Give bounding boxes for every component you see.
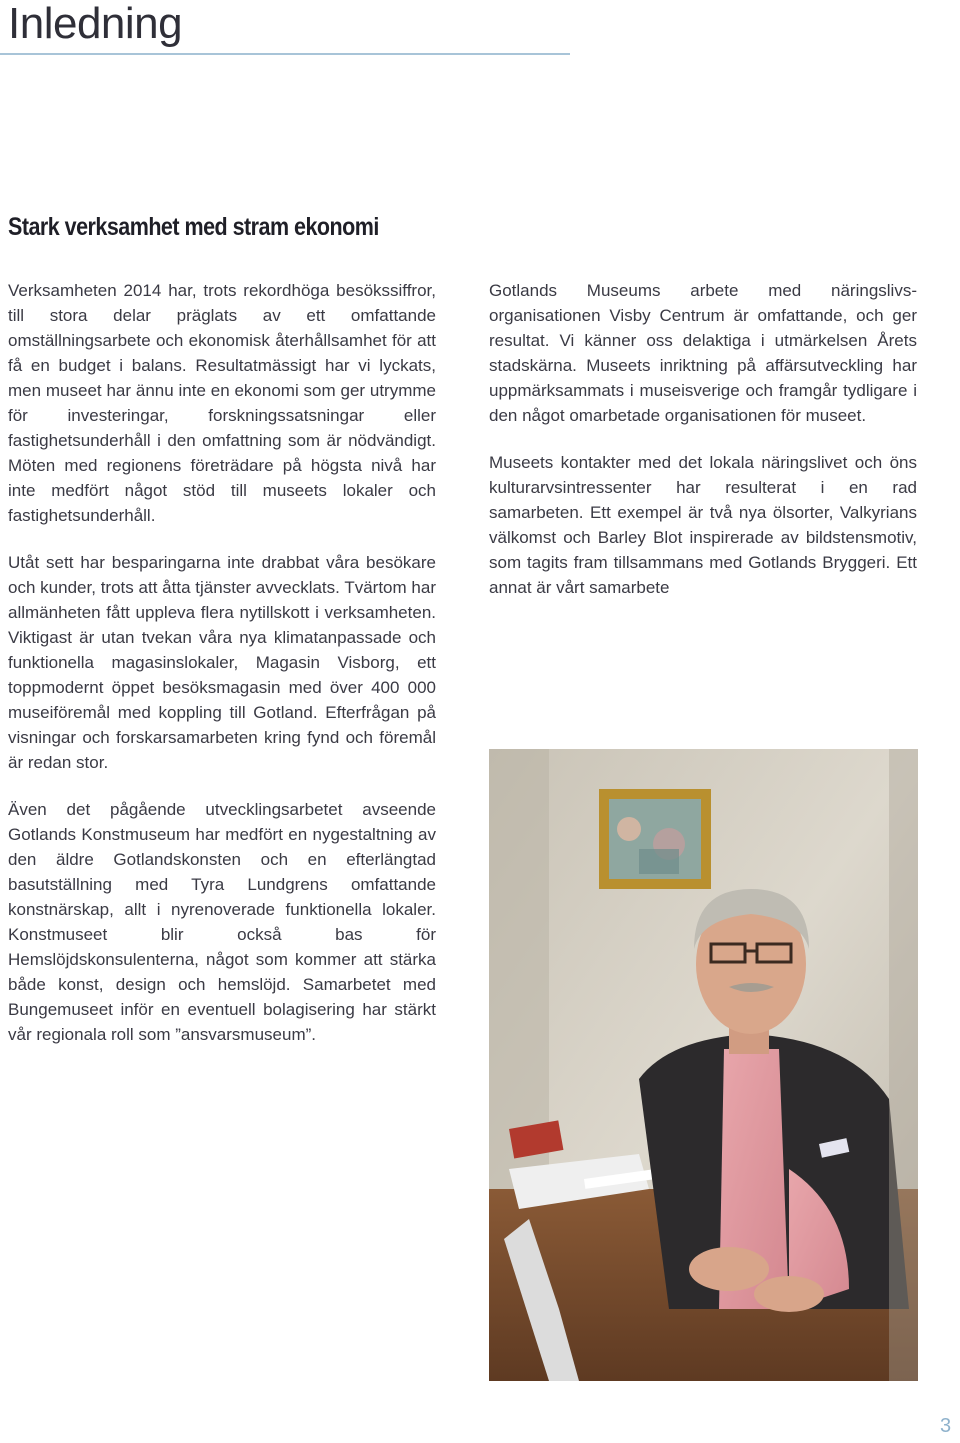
page-number: 3 [940, 1415, 952, 1437]
section-heading: Stark verksamhet med stram ekonomi [8, 213, 379, 241]
left-paragraph-2: Utåt sett har besparingarna inte drabbat våra besökare och kunder, trots att åtta tjänster avvecklats. Tvärtom har allmänheten fått uppleva flera nytillskott i verksamheten. Viktigast är utan tvekan våra nya klimatanpassade och funktionella magasinslokaler, Magasin Visborg, ett toppmodernt öppet besöksmagasin med över 400 000 museiföremål med koppling till Gotland. Efterfrågan på visningar och forskarsamarbeten kring fynd och föremål är redan stor. [8, 553, 436, 772]
right-column [489, 278, 917, 622]
right-paragraph-2: Museets kontakter med det lokala näringslivet och öns kulturarvsintressenter har resulterat i en rad samarbeten. Ett exempel är två nya ölsorter, Valkyrians välkomst och Barley Blot inspirerade av bildstensmotiv, som tagits fram tillsammans med Gotlands Bryggeri. Ett annat är vårt samarbete [489, 453, 917, 597]
left-column [8, 278, 436, 1069]
right-paragraph-1: Gotlands Museums arbete med näringslivsorganisationen Visby Centrum är omfattande, och ger resultat. Vi känner oss delaktiga i utmärkelsen Årets stadskärna. Museets inriktning på affärsutveckling har uppmärksammats i museisverige och framgår tydligare i den något omarbetade organisationen för museet. [489, 281, 917, 425]
left-paragraph-3: Även det pågående utvecklingsarbetet avseende Gotlands Konstmuseum har medfört en nygestaltning av den äldre Gotlandskonsten och en efterlängtad basutställning med Tyra Lundgrens omfattande konstnärskap, allt i nyrenoverade funktionella lokaler. Konstmuseet blir också bas för Hemslöjdskonsulenterna, något som kommer att stärka både konst, design och hemslöjd. Samarbetet med Bungemuseet inför en eventuell bolagisering har stärkt vår regionala roll som ”ansvarsmuseum”. [8, 800, 436, 1044]
left-paragraph-1: Verksamheten 2014 har, trots rekordhöga besökssiffror, till stora delar präglats av ett omfattande omställningsarbete och ekonomisk återhållsamhet för att få en budget i balans. Resultatmässigt har vi lyckats, men museet har ännu inte en ekonomi som ger utrymme för investeringar, forskningssatsningar eller fastighetsunderhåll i den omfattning som är nödvändigt. Möten med regionens företrädare på högsta nivå har inte medfört något stöd till museets lokaler och fastighetsunderhåll. [8, 281, 436, 525]
title-rule [0, 53, 570, 55]
page-title: Inledning [8, 0, 183, 48]
portrait-photo [489, 749, 918, 1381]
portrait-illustration [489, 749, 918, 1381]
